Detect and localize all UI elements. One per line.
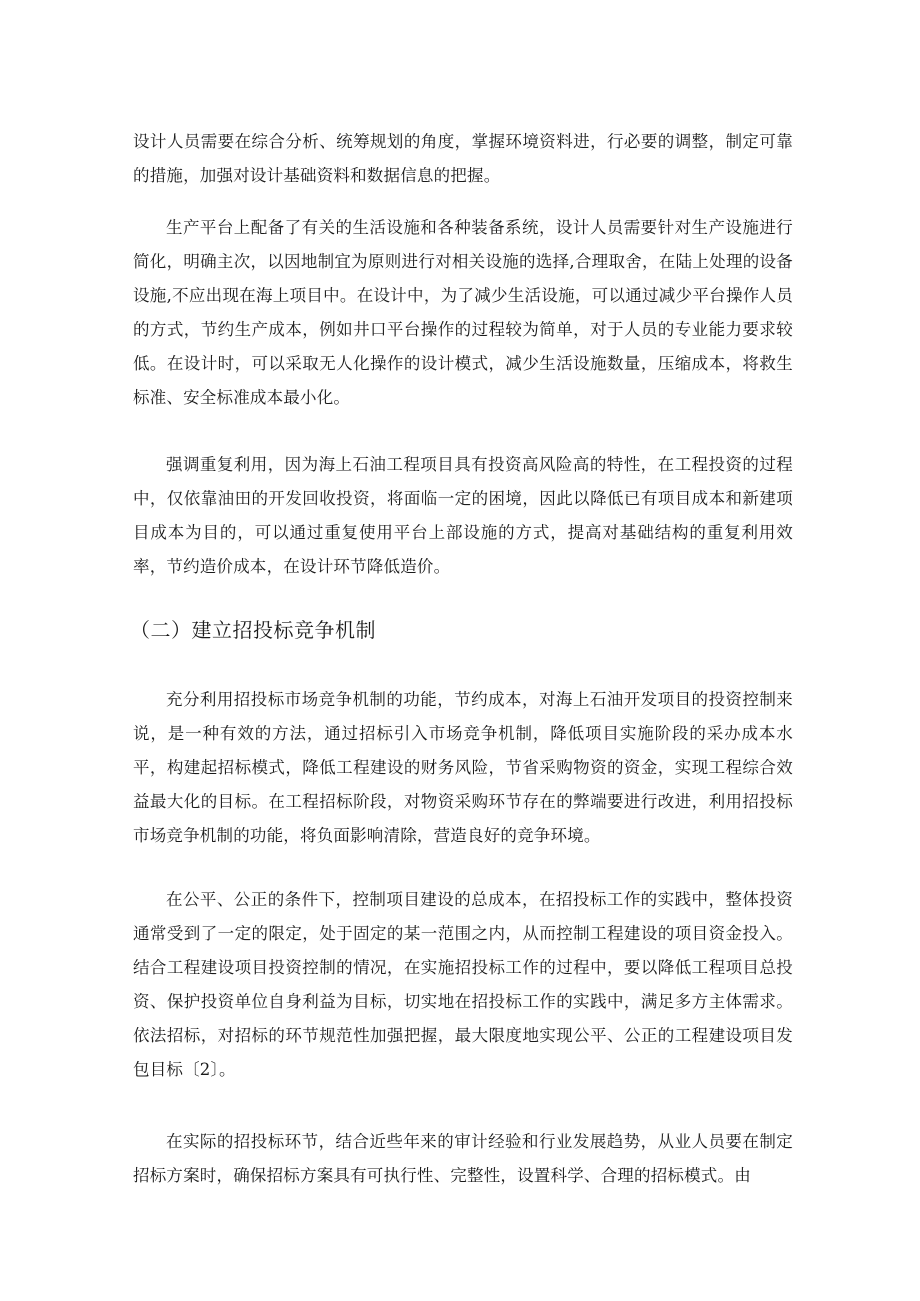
paragraph-design-data: 设计人员需要在综合分析、统筹规划的角度，掌握环境资料进，行必要的调整，制定可靠的措施，加强对设计基础资料和数据信息的把握。: [133, 132, 793, 185]
paragraph-living-facilities: 生产平台上配备了有关的生活设施和各种装备系统，设计人员需要针对生产设施进行简化，明确主次，以因地制宜为原则进行对相关设施的选择,合理取舍，在陆上处理的设备设施,不应出现在海上项目中。在设计中，为了减少生活设施，可以通过减少平台操作人员的方式，节约生产成本，例如井口平台操作的过程较为简单，对于人员的专业能力要求较低。在设计时，可以采取无人化操作的设计模式，减少生活设施数量，压缩成本，将救生标准、安全标准成本最小化。: [133, 218, 793, 407]
section-heading-bidding: （二）建立招投标竞争机制: [130, 618, 376, 642]
paragraph-fairness: 在公平、公正的条件下，控制项目建设的总成本，在招投标工作的实践中，整体投资通常受到了一定的限定，处于固定的某一范围之内，从而控制工程建设的项目资金投入。结合工程建设项目投资控制的情况，在实施招投标工作的过程中，要以降低工程项目总投资、保护投资单位自身利益为目标，切实地在招投标工作的实践中，满足多方主体需求。依法招标，对招标的环节规范性加强把握，最大限度地实现公平、公正的工程建设项目发包目标〔2〕。: [133, 890, 793, 1079]
paragraph-bidding-plan: 在实际的招投标环节，结合近些年来的审计经验和行业发展趋势，从业人员要在制定招标方案时，确保招标方案具有可执行性、完整性，设置科学、合理的招标模式。由: [133, 1132, 793, 1185]
paragraph-bidding-mechanism: 充分利用招投标市场竞争机制的功能，节约成本，对海上石油开发项目的投资控制来说，是一种有效的方法，通过招标引入市场竞争机制，降低项目实施阶段的采办成本水平，构建起招标模式，降低工程建设的财务风险，节省采购物资的资金，实现工程综合效益最大化的目标。在工程招标阶段，对物资采购环节存在的弊端要进行改进，利用招投标市场竞争机制的功能，将负面影响清除，营造良好的竞争环境。: [133, 690, 793, 845]
paragraph-reuse: 强调重复利用，因为海上石油工程项目具有投资高风险高的特性，在工程投资的过程中，仅依靠油田的开发回收投资，将面临一定的困境，因此以降低已有项目成本和新建项目成本为目的，可以通过重复使用平台上部设施的方式，提高对基础结构的重复利用效率，节约造价成本，在设计环节降低造价。: [133, 455, 793, 576]
